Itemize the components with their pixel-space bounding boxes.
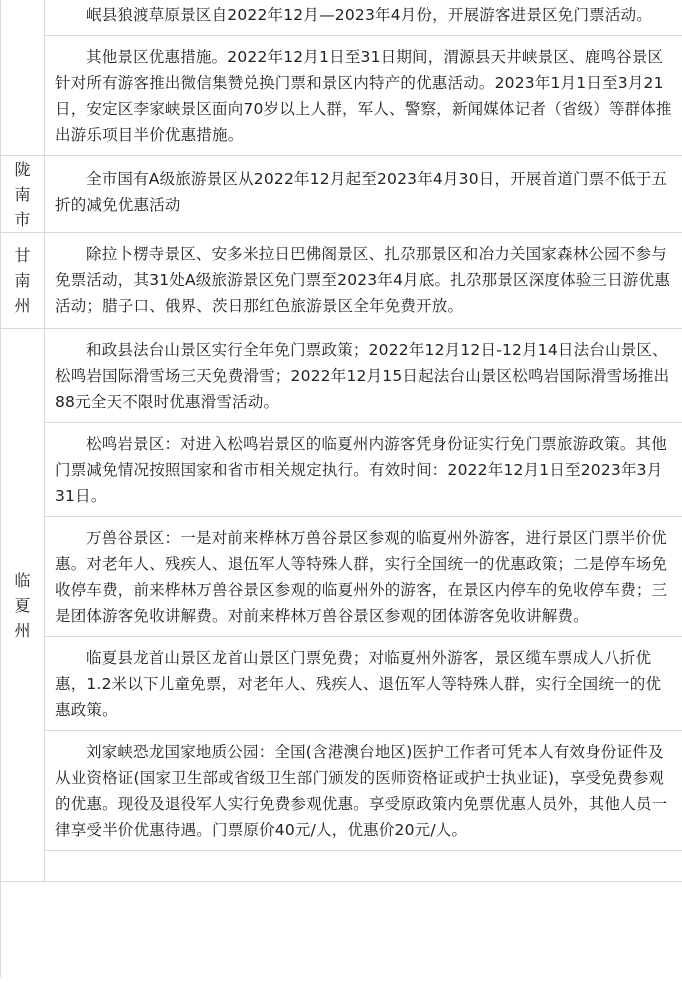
policy-text: 临夏县龙首山景区龙首山景区门票免费；对临夏州外游客，景区缆车票成人八折优惠，1.2米以下儿童免票，对老年人、残疾人、退伍军人等特殊人群，实行全国统一的优惠政策。 — [55, 649, 662, 719]
policy-cell — [45, 233, 682, 328]
policy-text: 松鸣岩景区：对进入松鸣岩景区的临夏州内游客凭身份证实行免门票旅游政策。其他门票减免情况按照国家和省市相关规定执行。有效时间：2022年12月1日至2023年3月31日。 — [55, 435, 667, 505]
region-name: 甘南州 — [14, 246, 31, 315]
policy-text: 刘家峡恐龙国家地质公园：全国(含港澳台地区)医护工作者可凭本人有效身份证件及从业资格证(国家卫生部或省级卫生部门颁发的医师资格证或护士执业证)，享受免费参观的优惠。现役及退役军人实行免费参观优惠。享受原政策内免票优惠人员外，其他人员一律享受半价优惠待遇。门票原价40元/人，优惠价20元/人。 — [55, 743, 668, 839]
policy-cell — [45, 517, 682, 637]
region-body — [45, 156, 682, 232]
policy-cell — [45, 731, 682, 851]
region-row-gannan — [1, 233, 682, 329]
policy-cell — [45, 637, 682, 731]
region-name-cell — [1, 156, 45, 232]
region-body — [45, 0, 682, 155]
region-row-longnan — [1, 156, 682, 233]
region-row-continued — [1, 0, 682, 156]
region-name-cell — [1, 329, 45, 881]
policy-cell-cutoff — [45, 851, 682, 881]
policy-cell — [45, 156, 682, 232]
region-name-cell — [1, 233, 45, 328]
policy-text: 万兽谷景区：一是对前来桦林万兽谷景区参观的临夏州外游客，进行景区门票半价优惠。对老年人、残疾人、退伍军人等特殊人群，实行全国统一的优惠政策；二是停车场免收停车费，前来桦林万兽谷景区参观的临夏州外的游客，在景区内停车的免收停车费；三是团体游客免收讲解费。对前来桦林万兽谷景区参观的团体游客免收讲解费。 — [55, 529, 668, 625]
policy-cell — [45, 0, 682, 36]
policy-text: 全市国有A级旅游景区从2022年12月起至2023年4月30日，开展首道门票不低于五折的减免优惠活动 — [55, 170, 668, 214]
region-name: 临夏州 — [14, 570, 31, 640]
policy-text: 除拉卜楞寺景区、安多米拉日巴佛阁景区、扎尕那景区和冶力关国家森林公园不参与免票活动，其31处A级旅游景区免门票至2023年4月底。扎尕那景区深度体验三日游优惠活动；腊子口、俄界、茨日那红色旅游景区全年免费开放。 — [55, 245, 671, 315]
region-body — [45, 233, 682, 328]
policy-cell — [45, 329, 682, 423]
region-name: 陇南市 — [14, 159, 31, 229]
policy-text: 和政县法台山景区实行全年免门票政策；2022年12月12日-12月14日法台山景区、松鸣岩国际滑雪场三天免费滑雪；2022年12月15日起法台山景区松鸣岩国际滑雪场推出88元全天不限时优惠滑雪活动。 — [55, 341, 670, 411]
policy-cell — [45, 423, 682, 517]
policy-text: 其他景区优惠措施。2022年12月1日至31日期间，渭源县天井峡景区、鹿鸣谷景区针对所有游客推出微信集赞兑换门票和景区内特产的优惠活动。2023年1月1日至3月21日，安定区李家峡景区面向70岁以上人群，军人、警察，新闻媒体记者（省级）等群体推出游乐项目半价优惠措施。 — [55, 48, 672, 144]
region-row-linxia — [1, 329, 682, 882]
policy-cell — [45, 36, 682, 155]
region-name-cell — [1, 0, 45, 155]
policy-text: 岷县狼渡草原景区自2022年12月—2023年4月份，开展游客进景区免门票活动。 — [86, 6, 652, 24]
region-body — [45, 329, 682, 881]
